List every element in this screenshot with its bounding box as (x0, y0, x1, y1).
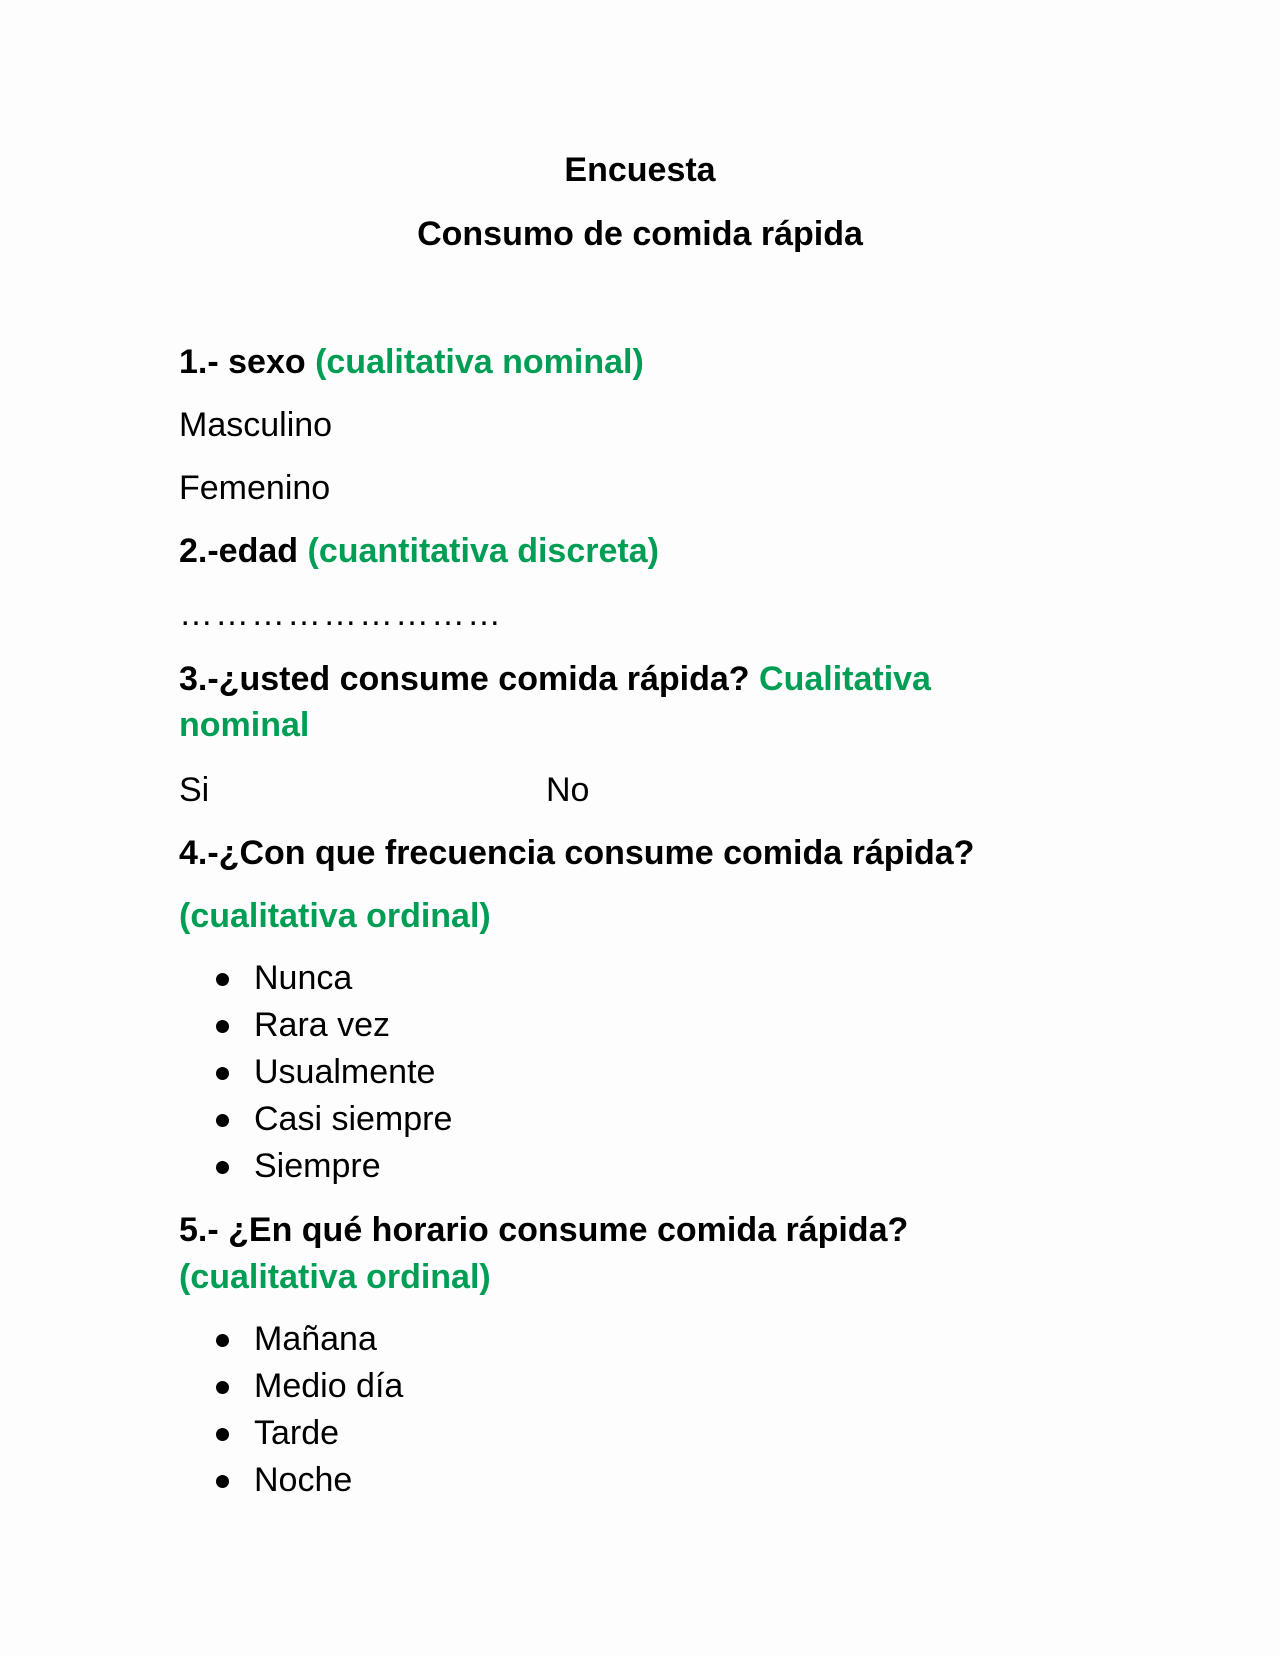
question-2-label: 2.-edad (179, 532, 299, 570)
bullet-icon (216, 1020, 229, 1033)
question-3-option-no: No (546, 771, 590, 809)
question-3-label: 3.-¿usted consume comida rápida? (179, 660, 750, 698)
list-item: Rara vez (179, 1002, 452, 1049)
bullet-icon (216, 1067, 229, 1080)
question-2-answer-blank: ……………………… (179, 595, 503, 633)
bullet-icon (216, 1475, 229, 1488)
bullet-icon (216, 1334, 229, 1347)
question-2 (179, 531, 659, 571)
list-item: Nunca (179, 955, 452, 1002)
question-1-option-masculino: Masculino (179, 406, 333, 444)
question-2-type-tag: (cuantitativa discreta) (307, 532, 659, 570)
document-title: Encuesta (564, 151, 716, 189)
question-4-options-list (179, 955, 452, 1190)
bullet-icon (216, 973, 229, 986)
list-item: Noche (179, 1457, 403, 1504)
bullet-icon (216, 1161, 229, 1174)
question-1-label: 1.- sexo (179, 343, 306, 381)
list-item: Mañana (179, 1316, 403, 1363)
question-3-option-si: Si (179, 771, 210, 809)
question-1-option-femenino: Femenino (179, 469, 331, 507)
list-item: Casi siempre (179, 1096, 452, 1143)
bullet-icon (216, 1428, 229, 1441)
question-3-type-tag: Cualitativa nominal (179, 660, 931, 744)
question-4-label: 4.-¿Con que frecuencia consume comida rápida? (179, 834, 975, 872)
document-subtitle: Consumo de comida rápida (417, 215, 863, 253)
question-5-options-list (179, 1316, 403, 1504)
question-5-type-tag: (cualitativa ordinal) (179, 1258, 491, 1296)
question-3 (179, 656, 1059, 748)
bullet-icon (216, 1381, 229, 1394)
bullet-icon (216, 1114, 229, 1127)
question-1 (179, 342, 644, 382)
list-item: Usualmente (179, 1049, 452, 1096)
list-item: Siempre (179, 1143, 452, 1190)
question-5-label: 5.- ¿En qué horario consume comida rápida? (179, 1211, 909, 1249)
question-1-type-tag: (cualitativa nominal) (315, 343, 644, 381)
list-item: Medio día (179, 1363, 403, 1410)
list-item: Tarde (179, 1410, 403, 1457)
question-4-type-tag: (cualitativa ordinal) (179, 897, 491, 935)
question-3-options (179, 770, 1079, 810)
